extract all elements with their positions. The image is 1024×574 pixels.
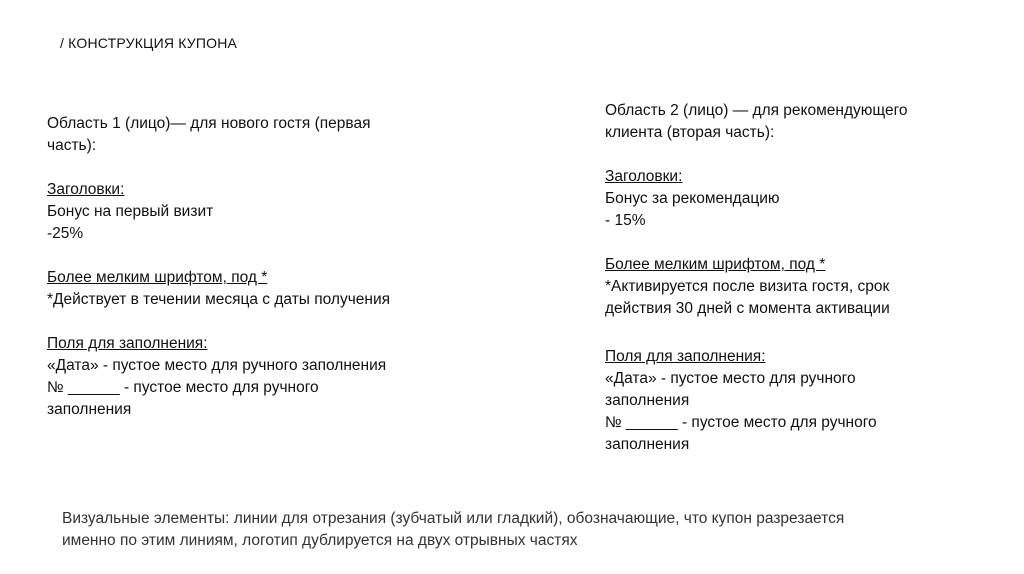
area-1-block bbox=[47, 113, 447, 421]
visual-elements-note bbox=[62, 508, 962, 552]
area-2-field-date-line2: заполнения bbox=[605, 392, 690, 409]
area-2-small-print-line1: *Активируется после визита гостя, срок bbox=[605, 278, 890, 295]
area-2-heading-line1: Область 2 (лицо) — для рекомендующего bbox=[605, 102, 908, 119]
area-1-headings-label: Заголовки: bbox=[47, 181, 125, 198]
footer-line2: именно по этим линиям, логотип дублируется на двух отрывных частях bbox=[62, 532, 578, 549]
area-1-discount: -25% bbox=[47, 225, 84, 242]
area-1-small-print-label: Более мелким шрифтом, под * bbox=[47, 269, 268, 286]
area-1-field-date: «Дата» - пустое место для ручного заполнения bbox=[47, 357, 387, 374]
area-1-heading-line1: Область 1 (лицо)— для нового гостя (первая bbox=[47, 115, 371, 132]
area-2-block bbox=[605, 100, 985, 456]
area-1-field-number-line2: заполнения bbox=[47, 401, 132, 418]
area-2-field-number-line1: № ______ - пустое место для ручного bbox=[605, 414, 877, 431]
footer-line1: Визуальные элементы: линии для отрезания (зубчатый или гладкий), обозначающие, что купон разрезается bbox=[62, 510, 845, 527]
area-2-small-print-label: Более мелким шрифтом, под * bbox=[605, 256, 826, 273]
area-1-small-print-text: *Действует в течении месяца с даты получения bbox=[47, 291, 391, 308]
area-2-bonus: Бонус за рекомендацию bbox=[605, 190, 780, 207]
area-2-small-print-line2: действия 30 дней с момента активации bbox=[605, 300, 890, 317]
area-2-headings-label: Заголовки: bbox=[605, 168, 683, 185]
page-title: / КОНСТРУКЦИЯ КУПОНА bbox=[60, 35, 238, 51]
area-2-field-number-line2: заполнения bbox=[605, 436, 690, 453]
area-1-fields-label: Поля для заполнения: bbox=[47, 335, 208, 352]
area-1-bonus: Бонус на первый визит bbox=[47, 203, 214, 220]
area-2-field-date-line1: «Дата» - пустое место для ручного bbox=[605, 370, 856, 387]
area-1-heading-line2: часть): bbox=[47, 137, 97, 154]
area-2-heading-line2: клиента (вторая часть): bbox=[605, 124, 775, 141]
area-2-discount: - 15% bbox=[605, 212, 646, 229]
area-2-fields-label: Поля для заполнения: bbox=[605, 348, 766, 365]
area-1-field-number-line1: № ______ - пустое место для ручного bbox=[47, 379, 319, 396]
